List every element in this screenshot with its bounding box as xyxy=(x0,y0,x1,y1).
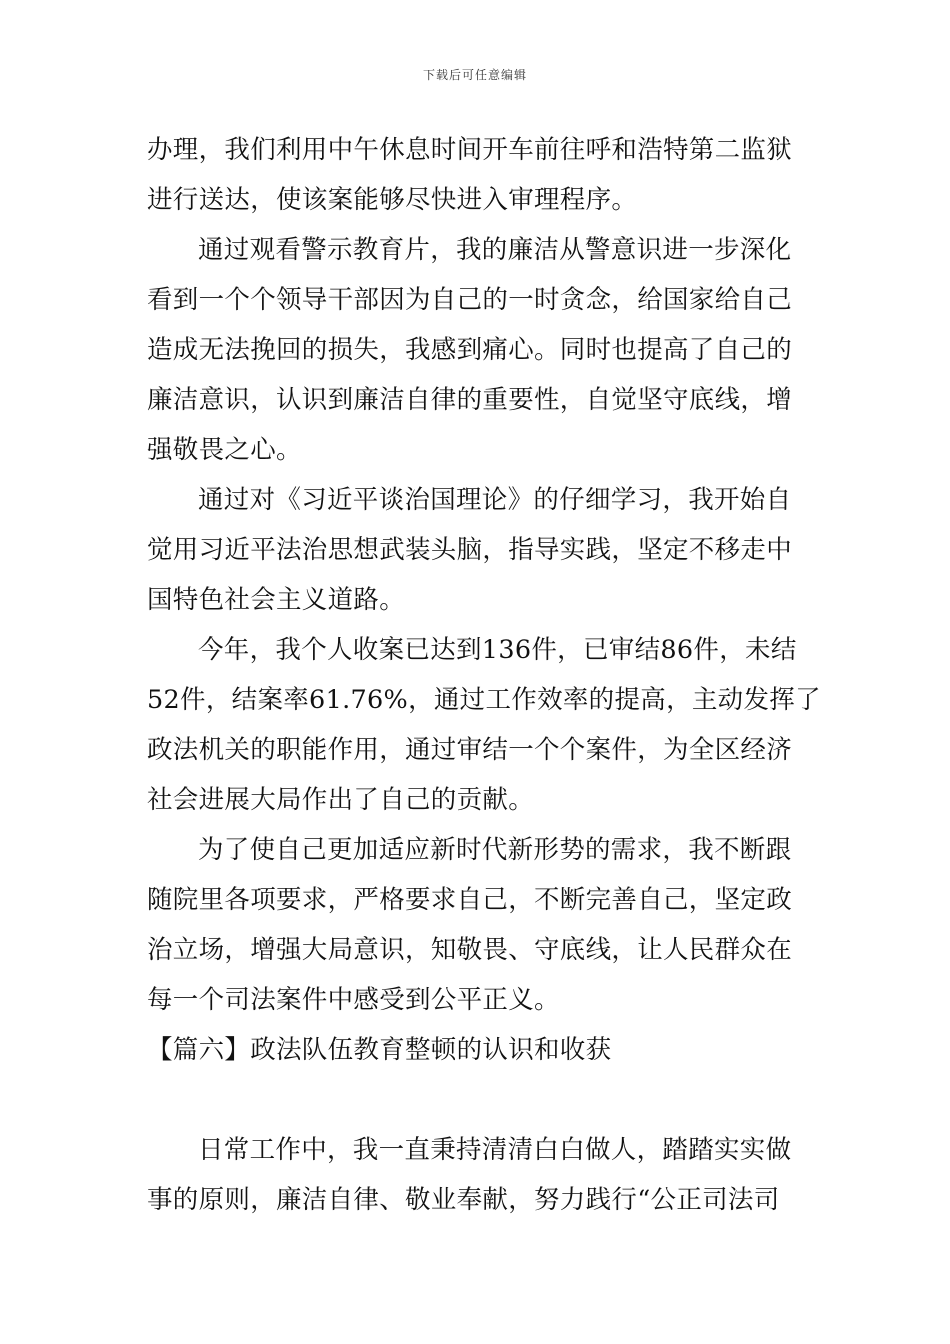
text-line: 强敬畏之心。 xyxy=(147,435,302,465)
document-body xyxy=(147,125,821,1225)
blank-spacer xyxy=(147,1075,807,1125)
text-line: 廉洁意识，认识到廉洁自律的重要性，自觉坚守底线，增 xyxy=(147,385,793,415)
text-line: 觉用习近平法治思想武装头脑，指导实践，坚定不移走中 xyxy=(147,535,793,565)
text-line: 52件，结案率61.76%，通过工作效率的提高，主动发挥了 xyxy=(147,685,821,715)
paragraph-start-line: 通过对《习近平谈治国理论》的仔细学习，我开始自 xyxy=(198,485,792,515)
text-line: 社会进展大局作出了自己的贡献。 xyxy=(147,785,535,815)
text-line: 事的原则，廉洁自律、敬业奉献，努力践行“公正司法司 xyxy=(147,1185,780,1215)
page-header: 下载后可任意编辑 xyxy=(422,68,527,82)
text-line: 造成无法挽回的损失，我感到痛心。同时也提高了自己的 xyxy=(147,335,793,365)
text-line: 治立场，增强大局意识，知敬畏、守底线，让人民群众在 xyxy=(147,935,793,965)
text-line: 随院里各项要求，严格要求自己，不断完善自己，坚定政 xyxy=(147,885,793,915)
text-line: 国特色社会主义道路。 xyxy=(147,585,406,615)
text-line: 进行送达，使该案能够尽快进入审理程序。 xyxy=(147,185,638,215)
paragraph-start-line: 通过观看警示教育片，我的廉洁从警意识进一步深化 xyxy=(198,235,792,265)
text-line: 政法机关的职能作用，通过审结一个个案件，为全区经济 xyxy=(147,735,793,765)
text-line: 每一个司法案件中感受到公平正义。 xyxy=(147,985,560,1015)
paragraph-start-line: 日常工作中，我一直秉持清清白白做人，踏踏实实做 xyxy=(198,1135,792,1165)
text-line: 办理，我们利用中午休息时间开车前往呼和浩特第二监狱 xyxy=(147,135,793,165)
paragraph-start-line: 为了使自己更加适应新时代新形势的需求，我不断跟 xyxy=(198,835,792,865)
text-line: 看到一个个领导干部因为自己的一时贪念，给国家给自己 xyxy=(147,285,793,315)
section-heading: 【篇六】政法队伍教育整顿的认识和收获 xyxy=(147,1035,612,1065)
paragraph-start-line: 今年，我个人收案已达到136件，已审结86件，未结 xyxy=(198,635,797,665)
